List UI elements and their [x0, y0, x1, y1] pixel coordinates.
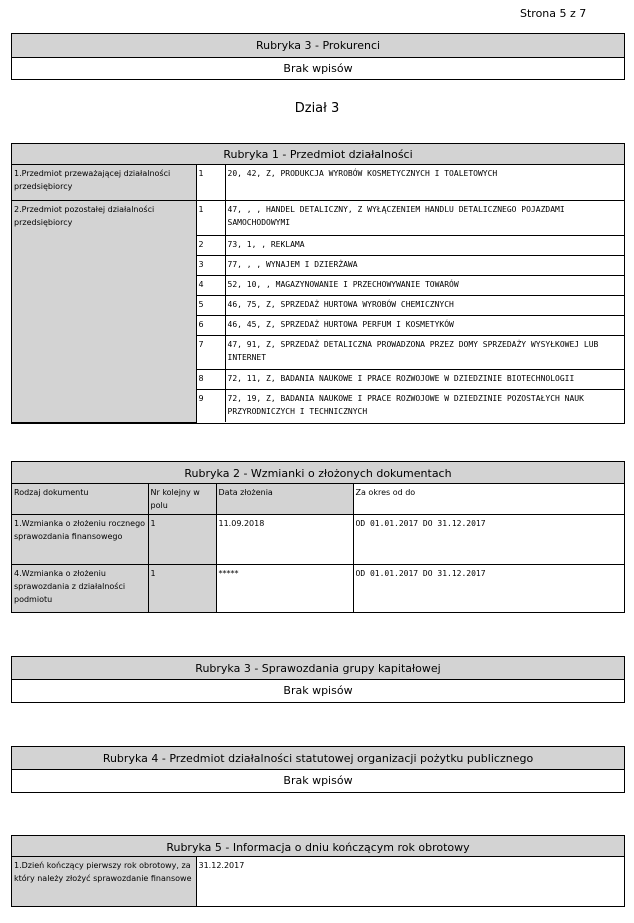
doc-date: 11.09.2018 — [216, 515, 353, 565]
rubryka1-title: Rubryka 1 - Przedmiot działalności — [12, 144, 624, 165]
page-number: Strona 5 z 7 — [520, 7, 587, 20]
dzial-title: Dział 3 — [294, 101, 340, 116]
doc-period: OD 01.01.2017 DO 31.12.2017 — [353, 565, 624, 612]
doc-number: 1 — [148, 515, 216, 565]
table-row — [12, 165, 624, 200]
rubryka4-title: Rubryka 4 - Przedmiot działalności statutowej organizacji pożytku publicznego — [12, 747, 624, 769]
item-number: 7 — [196, 335, 225, 369]
item-number: 1 — [196, 200, 225, 235]
item-text: 73, 1, , REKLAMA — [225, 235, 624, 255]
rubryka3-title: Rubryka 3 - Sprawozdania grupy kapitałowej — [12, 657, 624, 679]
table-header-row — [12, 484, 624, 515]
table-row — [12, 565, 624, 612]
item-number: 5 — [196, 295, 225, 315]
item-number: 1 — [196, 165, 225, 200]
doc-date: ***** — [216, 565, 353, 612]
item-number: 8 — [196, 369, 225, 389]
header-date: Data złożenia — [216, 484, 353, 515]
other-activity-label: 2.Przedmiot pozostałej działalności przedsiębiorcy — [12, 200, 196, 422]
table-row — [12, 200, 624, 235]
rubryka4-empty: Brak wpisów — [12, 769, 624, 792]
doc-number: 1 — [148, 565, 216, 612]
item-text: 46, 75, Z, SPRZEDAŻ HURTOWA WYROBÓW CHEMICZNYCH — [225, 295, 624, 315]
item-text: 47, , , HANDEL DETALICZNY, Z WYŁĄCZENIEM HANDLU DETALICZNEGO POJAZDAMI SAMOCHODOWYMI — [225, 200, 624, 235]
section-prokurenci-title: Rubryka 3 - Prokurenci — [12, 34, 624, 57]
doc-period: OD 01.01.2017 DO 31.12.2017 — [353, 515, 624, 565]
item-text: 77, , , WYNAJEM I DZIERŻAWA — [225, 255, 624, 275]
rubryka2-title: Rubryka 2 - Wzmianki o złożonych dokumentach — [12, 462, 624, 484]
rubryka5-table — [12, 857, 624, 906]
rubryka5-title: Rubryka 5 - Informacja o dniu kończącym rok obrotowy — [12, 836, 624, 857]
item-text: 72, 19, Z, BADANIA NAUKOWE I PRACE ROZWOJOWE W DZIEDZINIE POZOSTAŁYCH NAUK PRZYRODNICZYCH I TECHNICZNYCH — [225, 389, 624, 422]
fiscal-year-value: 31.12.2017 — [196, 857, 624, 906]
rubryka1-section — [11, 143, 625, 424]
rubryka2-table — [12, 484, 624, 612]
rubryka2-section — [11, 461, 625, 613]
header-number: Nr kolejny w polu — [148, 484, 216, 515]
fiscal-year-label: 1.Dzień kończący pierwszy rok obrotowy, za który należy złożyć sprawozdanie finansowe — [12, 857, 196, 906]
item-number: 2 — [196, 235, 225, 255]
rubryka3-empty: Brak wpisów — [12, 679, 624, 702]
item-text: 47, 91, Z, SPRZEDAŻ DETALICZNA PROWADZONA PRZEZ DOMY SPRZEDAŻY WYSYŁKOWEJ LUB INTERNET — [225, 335, 624, 369]
doc-type: 4.Wzmianka o złożeniu sprawozdania z działalności podmiotu — [12, 565, 148, 612]
item-number: 6 — [196, 315, 225, 335]
doc-type: 1.Wzmianka o złożeniu rocznego sprawozdania finansowego — [12, 515, 148, 565]
item-number: 3 — [196, 255, 225, 275]
item-text: 46, 45, Z, SPRZEDAŻ HURTOWA PERFUM I KOSMETYKÓW — [225, 315, 624, 335]
header-period: Za okres od do — [353, 484, 624, 515]
rubryka5-section — [11, 835, 625, 907]
item-text: 20, 42, Z, PRODUKCJA WYROBÓW KOSMETYCZNYCH I TOALETOWYCH — [225, 165, 624, 200]
table-row — [12, 857, 624, 906]
rubryka1-table — [12, 165, 624, 423]
header-doc-type: Rodzaj dokumentu — [12, 484, 148, 515]
item-number: 4 — [196, 275, 225, 295]
main-activity-label: 1.Przedmiot przeważającej działalności przedsiębiorcy — [12, 165, 196, 200]
section-prokurenci-empty: Brak wpisów — [12, 57, 624, 79]
rubryka4-section — [11, 746, 625, 793]
table-row — [12, 515, 624, 565]
section-prokurenci — [11, 33, 625, 80]
item-number: 9 — [196, 389, 225, 422]
item-text: 72, 11, Z, BADANIA NAUKOWE I PRACE ROZWOJOWE W DZIEDZINIE BIOTECHNOLOGII — [225, 369, 624, 389]
item-text: 52, 10, , MAGAZYNOWANIE I PRZECHOWYWANIE TOWARÓW — [225, 275, 624, 295]
rubryka3-section — [11, 656, 625, 703]
